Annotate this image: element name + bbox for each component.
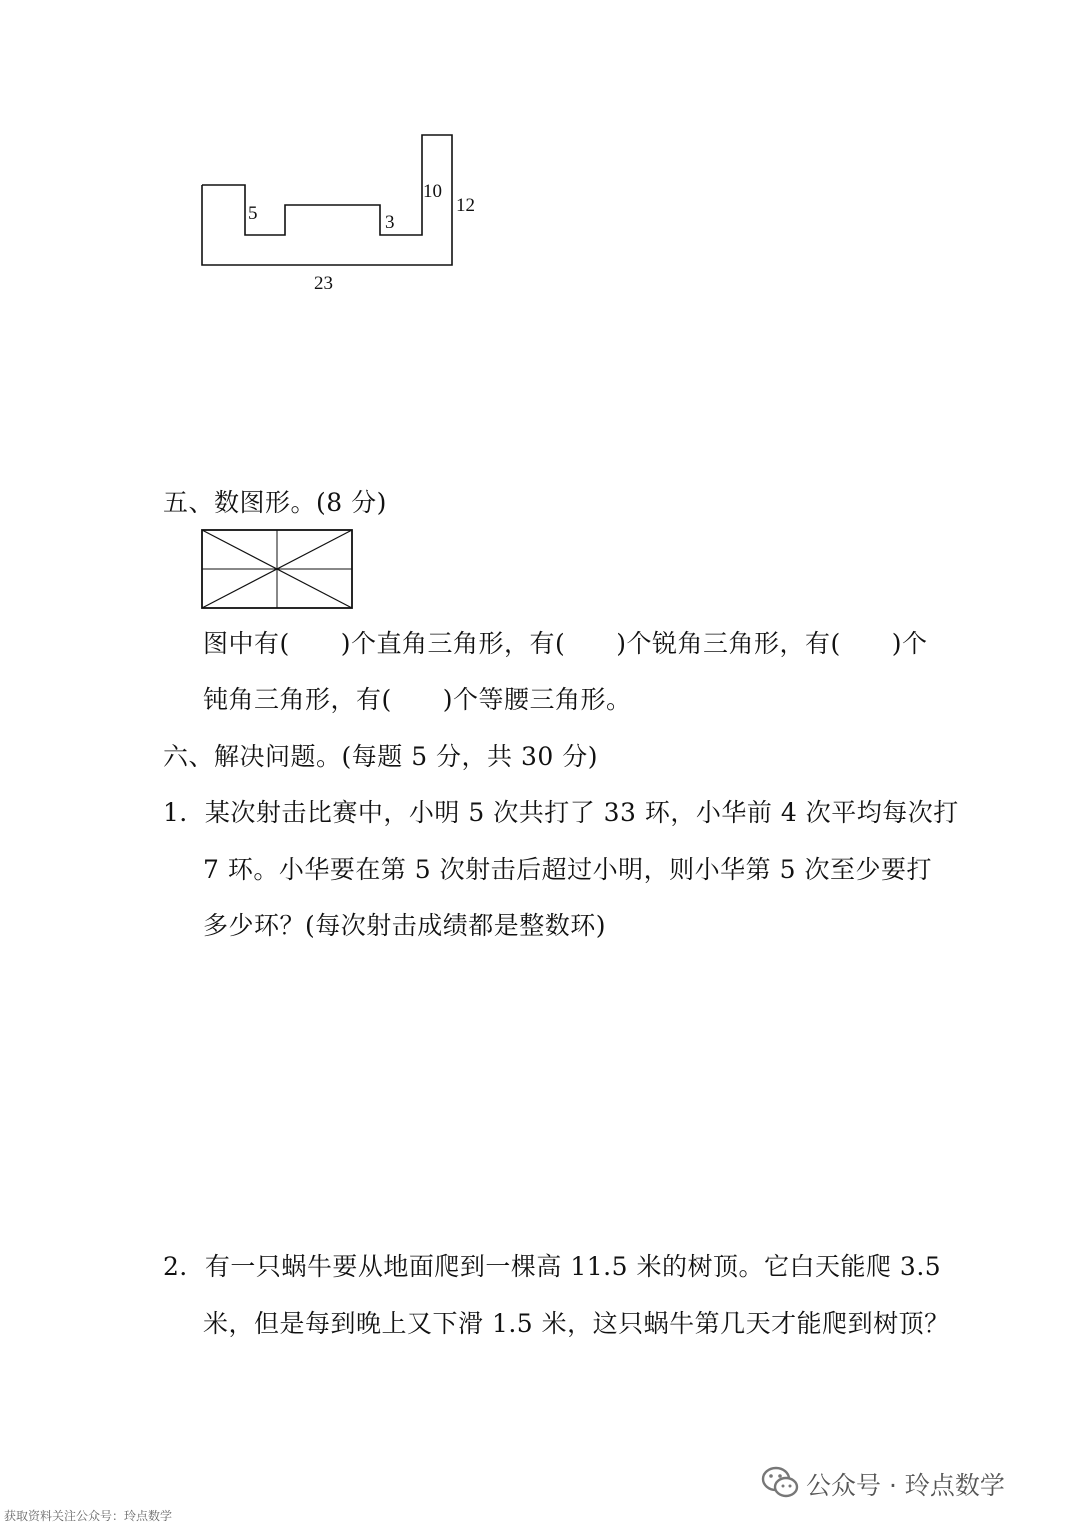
rectangle-triangles-figure [200, 528, 354, 610]
label-3: 3 [385, 212, 395, 233]
question2-line1: 2．有一只蜗牛要从地面爬到一棵高 11.5 米的树顶。它白天能爬 3.5 [163, 1252, 942, 1281]
label-5: 5 [248, 203, 258, 224]
question2-line2: 米，但是每到晚上又下滑 1.5 米，这只蜗牛第几天才能爬到树顶？ [203, 1309, 950, 1338]
stepped-shape-figure [190, 125, 490, 305]
question1-line1: 1．某次射击比赛中，小明 5 次共打了 33 环，小华前 4 次平均每次打 [163, 798, 959, 827]
section6-heading: 六、解决问题。(每题 5 分，共 30 分) [163, 742, 599, 771]
label-12: 12 [456, 195, 475, 216]
question1-line2: 7 环。小华要在第 5 次射击后超过小明，则小华第 5 次至少要打 [203, 855, 932, 884]
wechat-icon [760, 1462, 800, 1502]
section5-question-line1: 图中有( )个直角三角形，有( )个锐角三角形，有( )个 [203, 629, 928, 658]
section5-heading: 五、数图形。(8 分) [163, 488, 387, 517]
label-10: 10 [423, 181, 442, 202]
label-23: 23 [314, 273, 333, 294]
watermark-text: 公众号 · 玲点数学 [806, 1471, 1005, 1500]
question1-line3: 多少环？(每次射击成绩都是整数环) [203, 911, 607, 940]
section5-question-line2: 钝角三角形，有( )个等腰三角形。 [203, 685, 632, 714]
stepped-shape-outline [202, 135, 452, 265]
footer-note: 获取资料关注公众号：玲点数学 [4, 1509, 173, 1523]
